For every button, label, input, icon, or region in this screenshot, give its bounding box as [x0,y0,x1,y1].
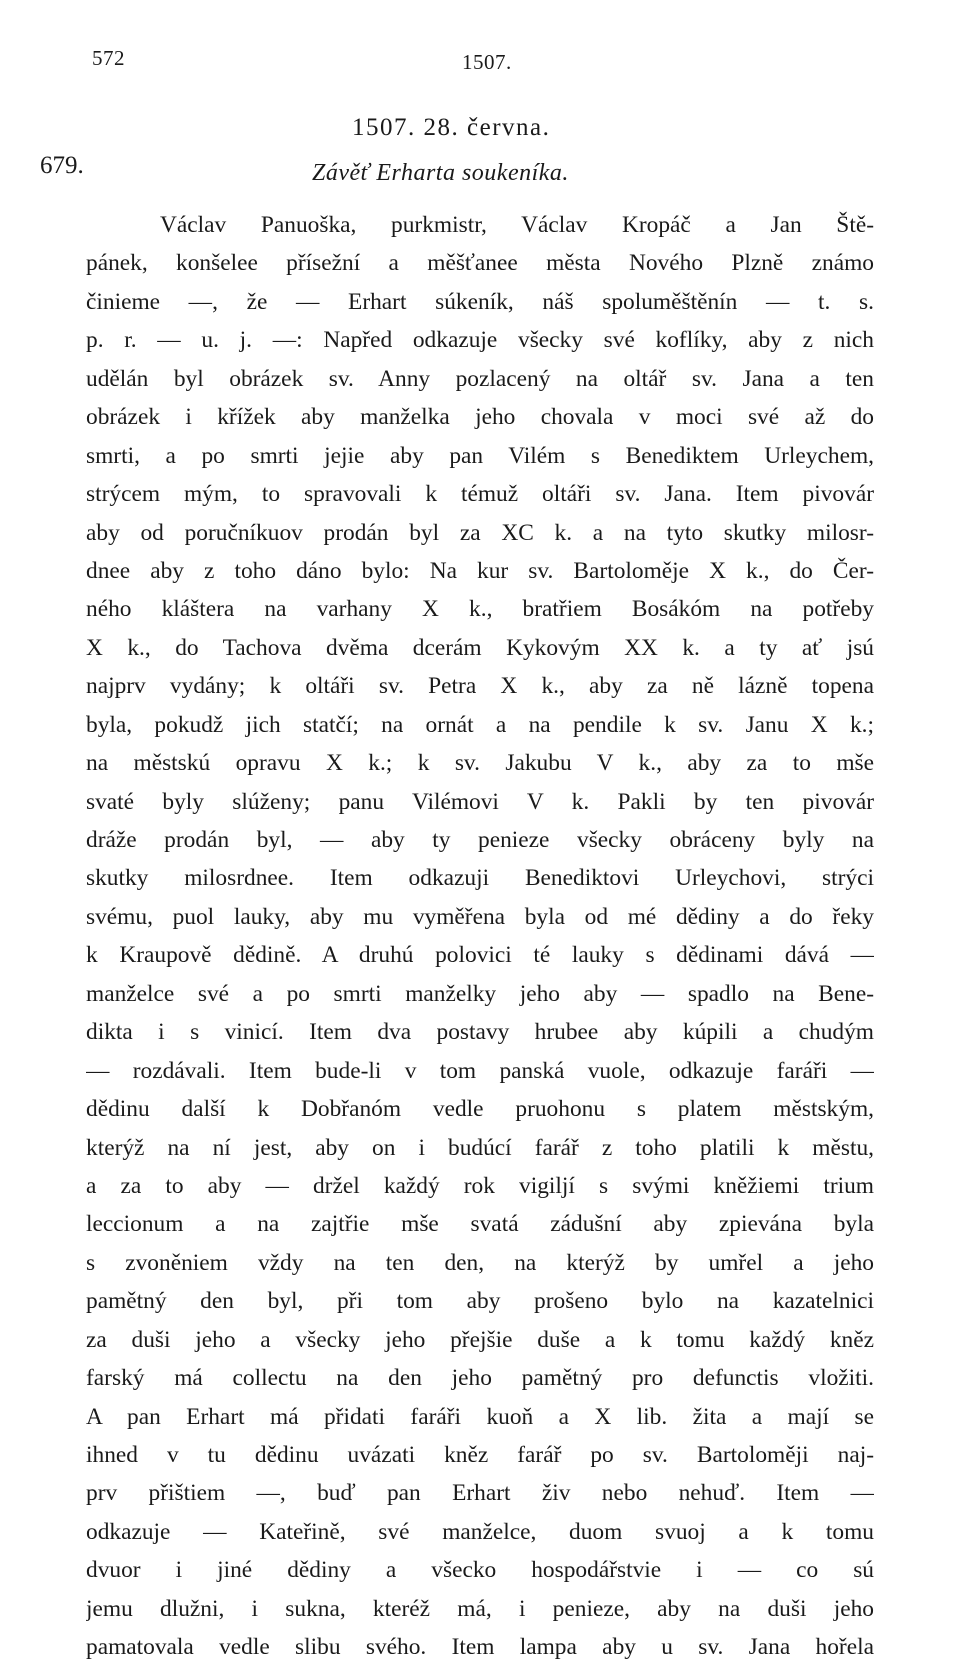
body-line: p. r. — u. j. —: Napřed odkazuje všecky své koflíky, aby z nich [86,327,874,354]
body-line: svému, puol lauky, aby mu vyměřena byla od mé dědiny a do řeky [86,903,874,930]
body-line: pánek, konšelee přísežní a měšťanee města Nového Plzně známo [86,250,874,277]
body-line: pamětný den byl, při tom aby prošeno bylo na kazatelnici [86,1288,874,1315]
body-line: činieme —, že — Erhart súkeník, náš spoluměštěnín — t. s. [86,288,874,315]
body-line: pamatovala vedle slibu svého. Item lampa aby u sv. Jana hořela [86,1634,874,1661]
body-line: dvuor i jiné dědiny a všecko hospodářstvie i — co sú [86,1557,874,1584]
body-line: obrázek i křížek aby manželka jeho chovala v moci své až do [86,404,874,431]
body-line: byla, pokudž jich statčí; na ornát a na pendile k sv. Janu X k.; [86,711,874,738]
body-line: skutky milosrdnee. Item odkazuji Benediktovi Urleychovi, strýci [86,865,874,892]
body-line: X k., do Tachova dvěma dcerám Kykovým XX k. a ty ať jsú [86,634,874,661]
body-line: a za to aby — držel každý rok vigiljí s svými kněžiemi trium [86,1172,874,1199]
body-line: strýcem mým, to spravovali k témuž oltáři sv. Jana. Item pivovár [86,481,874,508]
body-line: odkazuje — Kateřině, své manželce, duom svuoj a k tomu [86,1518,874,1545]
body-line: udělán byl obrázek sv. Anny pozlacený na oltář sv. Jana a ten [86,365,874,392]
body-line: k Kraupově dědině. A druhú polovici té lauky s dědinami dává — [86,942,874,969]
body-line: manželce své a po smrti manželky jeho aby — spadlo na Bene- [86,980,874,1007]
entry-date: 1507. 28. června. [352,114,551,141]
body-line: jemu dlužni, i sukna, kteréž má, i penieze, aby na duši jeho [86,1595,874,1622]
body-line: kterýž na ní jest, aby on i budúcí farář z toho platili k městu, [86,1134,874,1161]
running-head: 1507. [462,50,512,74]
body-line: dnee aby z toho dáno bylo: Na kur sv. Bartoloměje X k., do Čer- [86,557,874,584]
body-line: za duši jeho a všecky jeho přejšie duše a k tomu každý kněz [86,1326,874,1353]
page-number: 572 [92,46,125,70]
body-line: aby od poručníkuov prodán byl za XC k. a na tyto skutky milosr- [86,519,874,546]
body-line: najprv vydány; k oltáři sv. Petra X k., aby za ně lázně topena [86,673,874,700]
body-line: ného kláštera na varhany X k., bratřiem Bosákóm na potřeby [86,596,874,623]
body-text [86,206,874,1667]
body-line: s zvoněniem vždy na ten den, na kterýž by umřel a jeho [86,1249,874,1276]
body-line: smrti, a po smrti jejie aby pan Vilém s Benediktem Urleychem, [86,442,874,469]
body-line: A pan Erhart má přidati faráři kuoň a X lib. žita a mají se [86,1403,874,1430]
body-line: farský má collectu na den jeho pamětný pro defunctis vložiti. [86,1365,874,1392]
entry-number: 679. [40,152,84,179]
body-line: — rozdávali. Item bude-li v tom panská vuole, odkazuje faráři — [86,1057,874,1084]
body-line: Václav Panuoška, purkmistr, Václav Kropáč a Jan Ště- [160,212,874,238]
body-line: dráže prodán byl, — aby ty penieze všecky obráceny byly na [86,827,874,853]
body-line: dědinu další k Dobřanóm vedle pruohonu s platem městským, [86,1096,874,1123]
body-line: ihned v tu dědinu uvázati kněz farář po sv. Bartoloměji naj- [86,1442,874,1468]
body-line: leccionum a na zajtřie mše svatá zádušní aby zpievána byla [86,1211,874,1238]
body-line: na městskú opravu X k.; k sv. Jakubu V k., aby za to mše [86,750,874,777]
body-line: dikta i s vinicí. Item dva postavy hrubee aby kúpili a chudým [86,1019,874,1046]
body-line: svaté byly slúženy; panu Vilémovi V k. Pakli by ten pivovár [86,788,874,815]
entry-title: Závěť Erharta soukeníka. [312,160,569,186]
body-line: prv přištiem —, buď pan Erhart živ nebo nehuď. Item — [86,1480,874,1507]
